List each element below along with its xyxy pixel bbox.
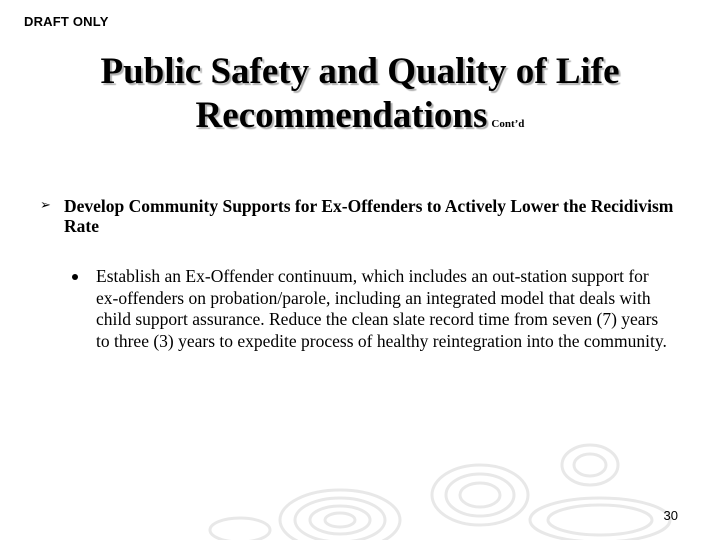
page-number: 30 — [663, 508, 678, 523]
dot-bullet-icon — [72, 274, 78, 280]
arrow-bullet-icon: ➢ — [40, 198, 51, 213]
main-bullet-text: Develop Community Supports for Ex-Offenders to Actively Lower the Recidivism Rate — [64, 196, 674, 236]
title-line-1: Public Safety and Quality of Life — [100, 51, 620, 92]
draft-label: DRAFT ONLY — [24, 14, 109, 29]
title-line-2 — [0, 94, 720, 146]
title-line-2-text: Recommendations — [195, 95, 488, 136]
title-contd-suffix: Cont’d — [491, 118, 525, 130]
main-bullet — [40, 196, 680, 236]
slide-title — [0, 50, 720, 146]
sub-bullet-text: Establish an Ex-Offender continuum, which includes an out-station support for ex-offenders on probation/parole, including an integrated model that deals with child support assurance. Reduce the clean slate record time from seven (7) years to three (3) years to expedite process of healthy reintegration into the community. — [96, 266, 667, 351]
sub-bullet — [72, 266, 672, 352]
